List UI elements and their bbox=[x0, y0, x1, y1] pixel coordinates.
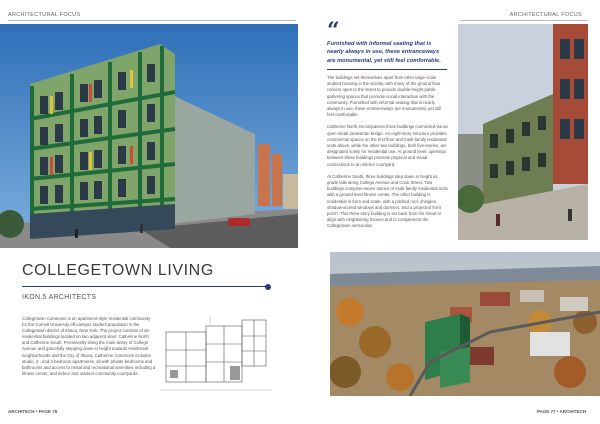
header-rule-left bbox=[8, 20, 296, 21]
article-title: COLLEGETOWN LIVING bbox=[22, 262, 214, 279]
article-subtitle: IKON.5 ARCHITECTS bbox=[22, 294, 97, 301]
pull-quote-rule bbox=[327, 69, 447, 70]
courtyard-photo bbox=[458, 24, 588, 240]
quote-mark-icon: “ bbox=[327, 18, 340, 44]
running-header-left: ARCHITECTURAL FOCUS bbox=[8, 12, 81, 18]
intro-paragraph: Collegetown Commons is an apartment-style residential community for the Cornell University off-campus student population in the Collegetown district of Ithaca, New York. The project consists of six residential buildings located on two adjacent sites: Catherine North and Catherine South. Prominently lining the main artery of College Avenue and gracefully stepping down in height towards residential neighborhoods and the City of Ithaca, Catherine Commons includes studio, 2-, and 4-bedroom apartments, all with private bedrooms and bathrooms and access to rental and recreational amenities including a fitness center, and indoor and outdoor community courtyards. bbox=[22, 316, 156, 376]
pull-quote bbox=[327, 18, 447, 70]
footer-left: ARCHITECH • PAGE 76 bbox=[8, 409, 58, 414]
header-rule-right bbox=[460, 20, 588, 21]
body-paragraph-3: At Catherine South, three buildings step down in height as grade falls along College Avenue and Cook Street. Two buildings comprise seven stories of multi-family residential units with a ground level fitness center. The other building is residential in form and scale, with a pitched roof, shingles, shadow-scored windows and dormers, and a projected front porch. This three-story building is set back from the street to align with neighboring houses and to complement the Collegetown vernacular. bbox=[327, 173, 448, 229]
title-rule-dot bbox=[265, 284, 271, 290]
body-text-column bbox=[327, 75, 449, 236]
body-paragraph-1: The buildings set themselves apart from other large-scale student housing in the vicinity, with many of the ground floor corners open to the street to provide double-height public gathering spaces that promote social interaction with the community. Furnished with informal seating that is nearly always in use, these entranceways are monumental, yet still feel comfortable. bbox=[327, 75, 442, 118]
running-header-right: ARCHITECTURAL FOCUS bbox=[509, 12, 582, 18]
body-paragraph-2: Catherine North encompasses three buildings connected via an open metal pedestrian bridge. An eight-story structure provides commercial spaces on the first floor and multi-family residential units above, while the other two buildings, both five-stories, are designated solely for residential use. At ground level, openings between these buildings promote physical and visual connections to an interior courtyard. bbox=[327, 124, 448, 167]
title-rule bbox=[22, 286, 270, 287]
pull-quote-text: Furnished with informal seating that is nearly always in use, these entranceways are monumental, yet still feel comfortable. bbox=[327, 41, 441, 64]
building-exterior-photo bbox=[0, 24, 298, 248]
aerial-photo bbox=[330, 252, 600, 396]
footer-right: PAGE 77 • ARCHITECH bbox=[536, 409, 586, 414]
floor-plan-drawing bbox=[160, 316, 272, 396]
